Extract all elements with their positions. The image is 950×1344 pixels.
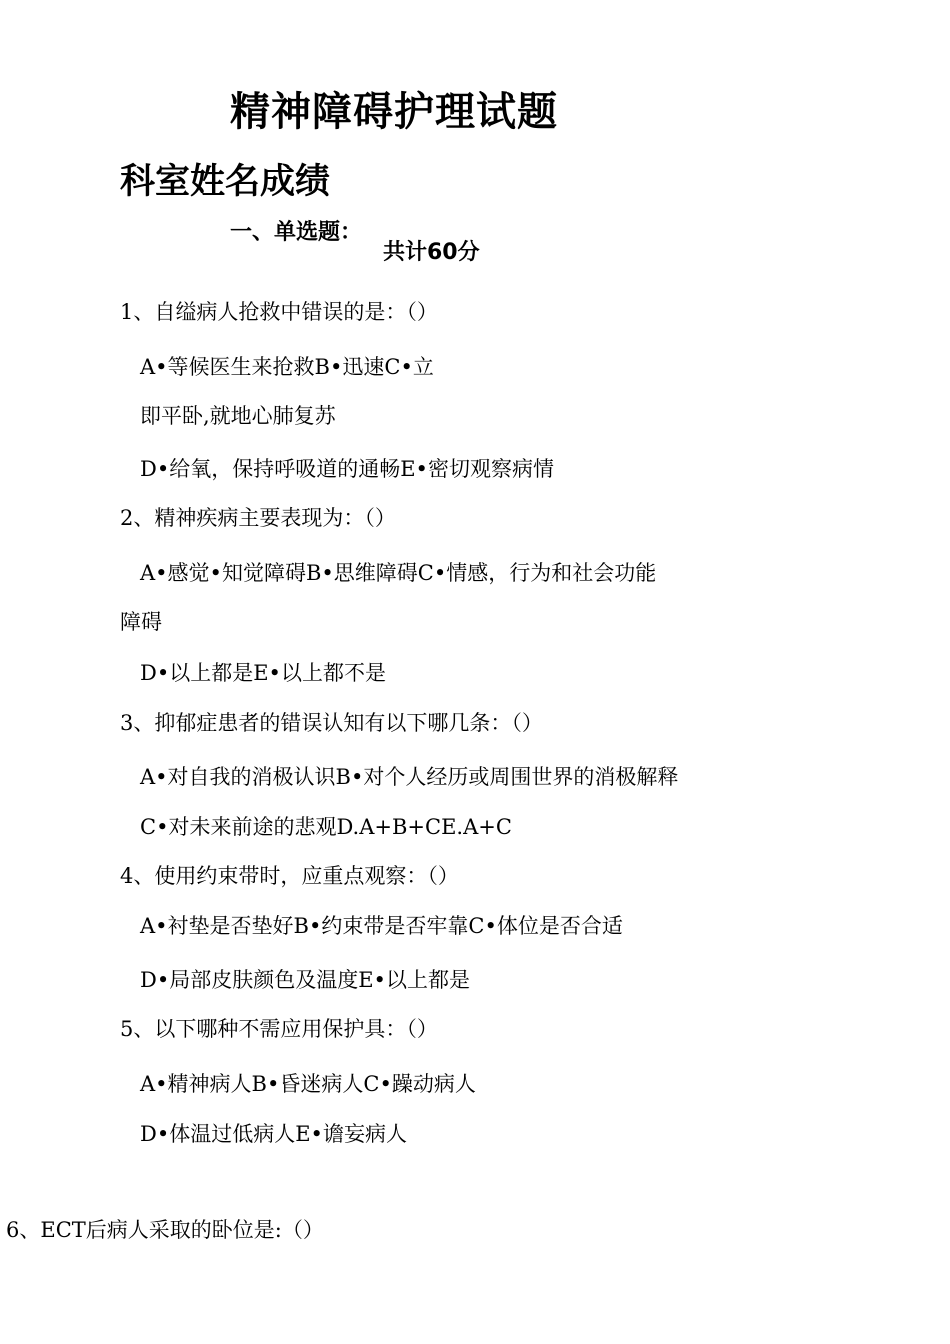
question-option-line: D•以上都是E•以上都不是	[140, 661, 386, 685]
question-option-line: A•对自我的消极认识B•对个人经历或周围世界的消极解释	[140, 765, 679, 789]
question-option-line: A•等候医生来抢救B•迅速C•立	[140, 355, 434, 379]
question-option-line: D•局部皮肤颜色及温度E•以上都是	[140, 968, 470, 992]
question-option-line: A•精神病人B•昏迷病人C•躁动病人	[140, 1072, 476, 1096]
question-stem: 5、以下哪种不需应用保护具：（）	[120, 1017, 438, 1041]
info-fields: 科室姓名成绩	[120, 162, 331, 202]
question-option-line: 即平卧,就地心肺复苏	[140, 404, 336, 428]
section-heading: 一、单选题：	[230, 220, 363, 245]
question-option-line: D•给氧，保持呼吸道的通畅E•密切观察病情	[140, 457, 554, 481]
question-stem: 2、精神疾病主要表现为：（）	[120, 506, 396, 530]
question-option-line: 障碍	[120, 610, 162, 634]
question-option-line: D•体温过低病人E•谵妄病人	[140, 1122, 407, 1146]
question-option-line: A•衬垫是否垫好B•约束带是否牢靠C•体位是否合适	[140, 914, 623, 938]
question-stem: 1、自缢病人抢救中错误的是：（）	[120, 300, 438, 324]
question-stem: 3、抑郁症患者的错误认知有以下哪几条：（）	[120, 711, 543, 735]
question-option-line: A•感觉•知觉障碍B•思维障碍C•情感，行为和社会功能	[140, 561, 657, 585]
section-total-score: 共计60分	[383, 240, 480, 265]
question-stem: 6、ECT后病人采取的卧位是:（）	[6, 1218, 324, 1242]
question-option-line: C•对未来前途的悲观D.A+B+CE.A+C	[140, 815, 512, 839]
question-stem: 4、使用约束带时，应重点观察：（）	[120, 864, 459, 888]
exam-title: 精神障碍护理试题	[230, 89, 558, 135]
